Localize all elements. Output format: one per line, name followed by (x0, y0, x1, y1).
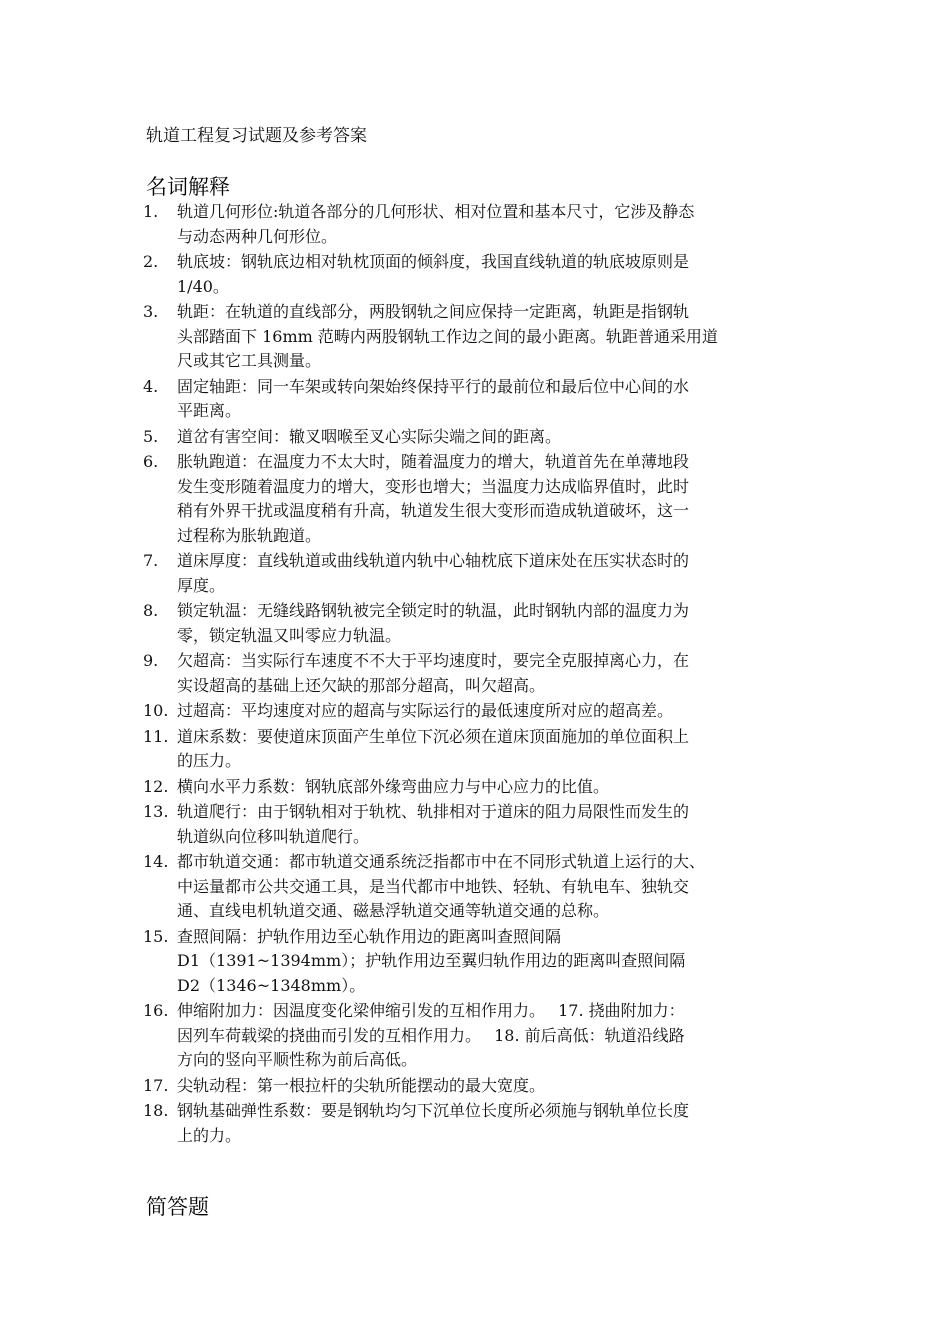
term-text-line: 道岔有害空间：辙叉咽喉至叉心实际尖端之间的距离。 (177, 426, 562, 446)
term-text-line: D1（1391~1394mm）；护轨作用边至翼归轨作用边的距离叫查照间隔 (177, 951, 686, 970)
term-definition-list (143, 200, 803, 1149)
term-item (143, 725, 803, 774)
term-item (143, 850, 803, 924)
term-text-line: 锁定轨温：无缝线路钢轨被完全锁定时的轨温，此时钢轨内部的温度力为 (177, 601, 690, 620)
term-number: 12. (143, 776, 169, 796)
term-text-line: 都市轨道交通：都市轨道交通系统泛指都市中在不同形式轨道上运行的大、 (177, 852, 706, 871)
term-text-line: 的压力。 (177, 751, 242, 770)
term-text-line: 轨道纵向位移叫轨道爬行。 (177, 826, 370, 846)
term-text-line: 欠超高：当实际行车速度不不大于平均速度时，要完全克服掉离心力，在 (177, 651, 690, 670)
term-number: 14. (143, 852, 169, 871)
term-item (143, 1074, 803, 1099)
term-text-line: 中运量都市公共交通工具，是当代都市中地铁、轻轨、有轨电车、独轨交 (177, 876, 690, 896)
term-text-line: 通、直线电机轨道交通、磁悬浮轨道交通等轨道交通的总称。 (177, 901, 610, 920)
term-number: 4. (143, 376, 159, 396)
term-text-line: 与动态两种几何形位。 (177, 226, 338, 246)
term-item (143, 649, 803, 698)
term-text-line: 伸缩附加力：因温度变化梁伸缩引发的互相作用力。 17. 挠曲附加力： (177, 1001, 685, 1020)
term-text-line: 道床厚度：直线轨道或曲线轨道内轨中心轴枕底下道床处在压实状态时的 (177, 551, 690, 570)
term-item (143, 425, 803, 450)
term-text-line: 零，锁定轨温又叫零应力轨温。 (177, 625, 402, 645)
section-heading-short-answer: 简答题 (146, 1195, 209, 1219)
term-number: 16. (143, 1001, 169, 1020)
term-number: 10. (143, 701, 169, 720)
term-text-line: 1/40。 (177, 276, 229, 296)
term-number: 1. (143, 202, 159, 221)
term-text-line: 固定轴距：同一车架或转向架始终保持平行的最前位和最后位中心间的水 (177, 376, 690, 396)
term-text-line: 轨道爬行：由于钢轨相对于轨枕、轨排相对于道床的阻力局限性而发生的 (177, 802, 690, 821)
term-number: 15. (143, 926, 169, 946)
term-item (143, 699, 803, 724)
term-number: 2. (143, 252, 159, 271)
term-item (143, 549, 803, 598)
term-text-line: 发生变形随着温度力的增大，变形也增大；当温度力达成临界值时，此时 (177, 476, 690, 496)
term-item (143, 375, 803, 424)
term-item (143, 300, 803, 374)
term-text-line: D2（1346~1348mm）。 (177, 975, 366, 995)
term-number: 6. (143, 452, 159, 471)
term-text-line: 过超高：平均速度对应的超高与实际运行的最低速度所对应的超高差。 (177, 701, 674, 720)
term-text-line: 轨底坡：钢轨底边相对轨枕顶面的倾斜度，我国直线轨道的轨底坡原则是 (177, 252, 690, 271)
term-item (143, 775, 803, 800)
term-item (143, 1099, 803, 1148)
term-text-line: 实设超高的基础上还欠缺的那部分超高，叫欠超高。 (177, 675, 546, 695)
term-item (143, 200, 803, 249)
term-text-line: 查照间隔：护轨作用边至心轨作用边的距离叫查照间隔 (177, 926, 562, 946)
term-item (143, 999, 803, 1073)
term-item (143, 800, 803, 849)
term-text-line: 稍有外界干扰或温度稍有升高，轨道发生很大变形而造成轨道破坏，这一 (177, 501, 690, 520)
term-number: 11. (143, 726, 169, 746)
term-text-line: 尺或其它工具测量。 (177, 351, 322, 370)
term-text-line: 横向水平力系数：钢轨底部外缘弯曲应力与中心应力的比值。 (177, 776, 610, 796)
term-text-line: 厚度。 (177, 575, 226, 595)
term-text-line: 轨道几何形位:轨道各部分的几何形状、相对位置和基本尺寸，它涉及静态 (177, 202, 695, 221)
term-item (143, 599, 803, 648)
term-number: 9. (143, 651, 159, 670)
term-text-line: 上的力。 (177, 1125, 242, 1145)
term-number: 13. (143, 802, 169, 821)
document-title: 轨道工程复习试题及参考答案 (146, 126, 367, 146)
term-number: 18. (143, 1101, 169, 1120)
term-text-line: 因列车荷载梁的挠曲而引发的互相作用力。 18. 前后高低：轨道沿线路 (177, 1025, 685, 1045)
term-number: 17. (143, 1075, 169, 1095)
term-text-line: 胀轨跑道：在温度力不太大时，随着温度力的增大，轨道首先在单薄地段 (177, 452, 690, 471)
term-text-line: 钢轨基础弹性系数：要是钢轨均匀下沉单位长度所必须施与钢轨单位长度 (177, 1101, 690, 1120)
section-heading-terms: 名词解释 (146, 175, 230, 199)
term-text-line: 轨距：在轨道的直线部分，两股钢轨之间应保持一定距离，轨距是指钢轨 (177, 302, 690, 321)
term-number: 8. (143, 601, 159, 620)
term-text-line: 方向的竖向平顺性称为前后高低。 (177, 1050, 418, 1069)
term-text-line: 尖轨动程：第一根拉杆的尖轨所能摆动的最大宽度。 (177, 1075, 546, 1095)
term-number: 7. (143, 551, 159, 570)
term-number: 3. (143, 302, 159, 321)
term-text-line: 头部踏面下 16mm 范畴内两股钢轨工作边之间的最小距离。轨距普通采用道 (177, 326, 718, 346)
term-number: 5. (143, 426, 159, 446)
term-item (143, 250, 803, 299)
term-item (143, 925, 803, 999)
term-text-line: 过程称为胀轨跑道。 (177, 525, 322, 545)
term-text-line: 平距离。 (177, 401, 242, 420)
term-text-line: 道床系数：要使道床顶面产生单位下沉必须在道床顶面施加的单位面积上 (177, 726, 690, 746)
term-item (143, 450, 803, 548)
